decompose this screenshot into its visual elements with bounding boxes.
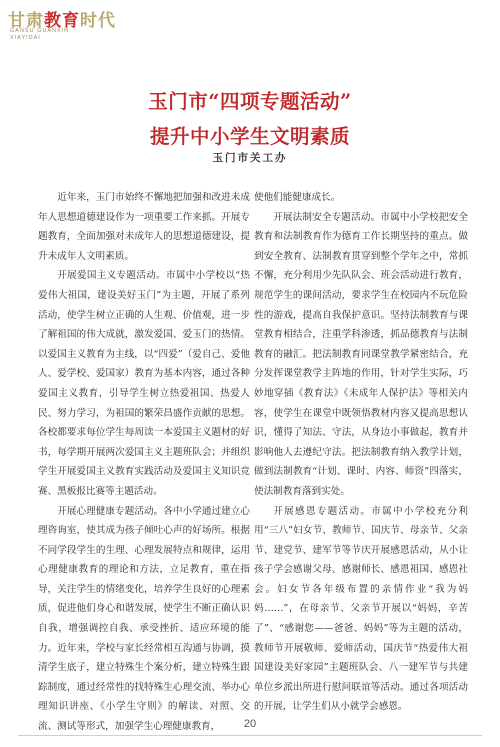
paragraph: 开展爱国主义专题活动。市属中小学校以“热爱伟大祖国，建设美好玉门”为主题，开展了系列活动，使学生树立正确的人生观、价值观，进一步了解祖国的伟大成就，激发爱国、爱玉门的热情。以爱国主义教育为主线，以“四爱”（爱自己、爱他人、爱学校、爱国家）教育为基本内容，通过各种爱国主义教育，引导学生树立热爱祖国、热爱人民、努力学习，为祖国的繁荣昌盛作贡献的思想。各校都要求每位学生每周读一本爱国主义题材的好书，每学期开展两次爱国主义主题班队会；并组织学生开展爱国主义教育实践活动及爱国主义知识竞赛、黑板报比赛等主题活动。 <box>38 270 250 497</box>
paragraph: 开展心理健康专题活动。各中小学通过建立心理咨询室，使其成为孩子倾吐心声的好场所。根据不同学段学生的生理、心理发展特点和规律，运用心理健康教育的理论和方法，立足教育，重在指导，关注学生的情绪变化，培养学生良好的心理素质，促进他们身心和谐发展，使学生不断正确认识自我，增强调控自我、承受挫折、适应环境的能力。近年来，学校与家长经常相互沟通与协调，摸清学生底子，建立特殊生个案分析，建立特殊生跟踪制度，通过经常性的找特殊生心理交流、举办心理知识讲座、《小学生守则》的解读、对照、交流、测试等形式，加强学生心理健康教育， <box>38 505 250 733</box>
masthead-logo <box>8 6 138 46</box>
magazine-title: 甘肃教育时代 <box>8 11 116 31</box>
article-column-left <box>38 188 250 737</box>
magazine-subtitle-line1: GANSU GUANXIN <box>10 28 70 34</box>
page-number: 20 <box>243 718 257 730</box>
article-byline: 玉门市关工办 <box>212 152 288 164</box>
article-column-right <box>254 188 468 717</box>
article-title-line2: 提升中小学生文明素质 <box>149 125 350 148</box>
footer-divider <box>18 735 482 736</box>
paragraph: 使他们能健康成长。 <box>254 192 341 203</box>
paragraph: 开展感恩专题活动。市属中小学校充分利用“三八”妇女节、教师节、国庆节、母亲节、父亲节、建党节、建军节等节庆开展感恩活动，从小让孩子学会感谢父母、感谢师长、感恩祖国、感恩社会。妇女节各年级布置的亲情作业“我为妈妈……”，在母亲节、父亲节开展以“妈妈，辛苦了”、“感谢您——爸爸、妈妈”等为主题的活动，教师节开展敬师、爱师活动，国庆节“热爱伟大祖国建设美好家园”主题班队会、八一建军节与共建单位乡派出所进行慰问联谊等活动。通过各项活动的开展，让学生们从小就学会感恩。 <box>254 505 468 713</box>
paragraph: 开展法制安全专题活动。市属中小学校把安全教育和法制教育作为德育工作长期坚持的重点。做到安全教育、法制教育贯穿到整个学年之中，常抓不懈，充分利用少先队队会、班会活动进行教育，规范学生的课间活动，要求学生在校园内不玩危险性的游戏，提高自我保护意识。坚持法制教育与课堂教育相结合，注重学科渗透，抓品德教育与法制教育的融汇。把法制教育同课堂教学紧密结合，充分发挥课堂教学主阵地的作用，针对学生实际，巧妙地穿插《教育法》《未成年人保护法》等相关内容，使学生在课堂中既领悟教材内容又提高思想认识，懂得了知法、守法，从身边小事做起，教育并影响他人去遵纪守法。把法制教育纳入教学计划，做到法制教育“计划、课时、内容、师资”四落实，使法制教育落到实处。 <box>254 211 468 497</box>
article-title-line1: 玉门市“四项专题活动” <box>148 90 352 113</box>
paragraph: 近年来，玉门市始终不懈地把加强和改进未成年人思想道德建设作为一项重要工作来抓。开展专题教育，全面加强对未成年人的思想道德建设，提升未成年人文明素质。 <box>38 192 250 262</box>
magazine-subtitle-line2: XIAYIDAI <box>10 35 41 41</box>
